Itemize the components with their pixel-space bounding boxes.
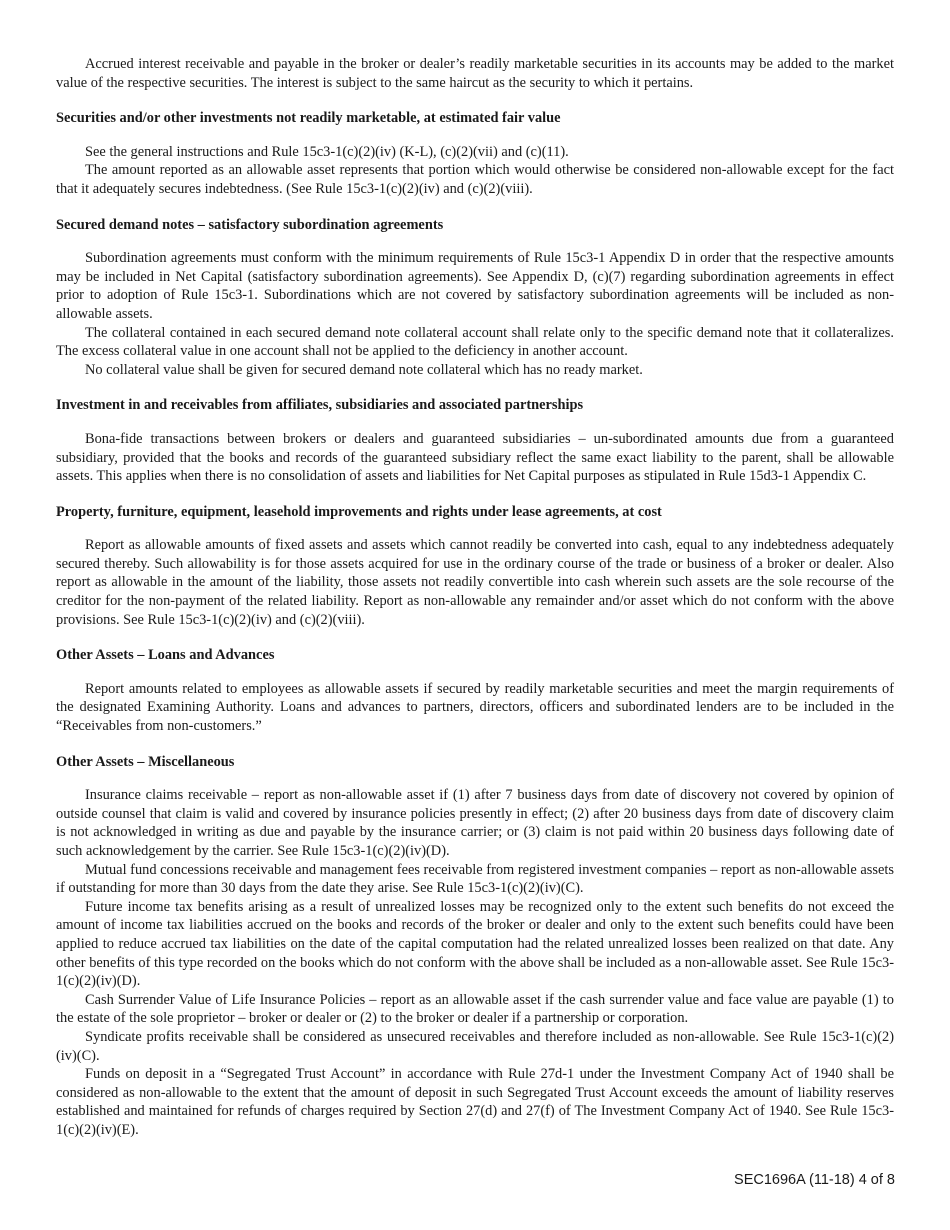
section	[56, 216, 894, 380]
paragraph: Accrued interest receivable and payable in the broker or dealer’s readily marketable securities in its accounts may be added to the market value of the respective securities. The interest is subject to the same haircut as the security to which it pertains.	[56, 56, 894, 91]
section	[56, 396, 894, 485]
section-heading: Secured demand notes – satisfactory subordination agreements	[56, 216, 444, 233]
section-heading: Investment in and receivables from affiliates, subsidiaries and associated partnerships	[56, 397, 584, 414]
paragraph: Mutual fund concessions receivable and management fees receivable from registered investment companies – report as non-allowable assets if outstanding for more than 30 days from the date they arise. See Rule 15c3-1(c)(2)(iv)(C).	[56, 861, 894, 897]
paragraph: Syndicate profits receivable shall be considered as unsecured receivables and therefore included as non-allowable. See Rule 15c3-1(c)(2)(iv)(C).	[56, 1028, 894, 1064]
section	[56, 109, 894, 198]
paragraph: Insurance claims receivable – report as non-allowable asset if (1) after 7 business days from date of discovery not covered by opinion of outside counsel that claim is valid and covered by insurance policies presently in effect; (2) after 20 business days from date of discovery claim is not acknowledged in writing as due and payable by the insurance carrier; or (3) claim is not paid within 20 business days following date of such acknowledgement by the carrier. See Rule 15c3-1(c)(2)(iv)(D).	[56, 787, 894, 859]
section-heading: Securities and/or other investments not readily marketable, at estimated fair value	[56, 110, 561, 127]
paragraph: Subordination agreements must conform with the minimum requirements of Rule 15c3-1 Appendix D in order that the respective amounts may be included in Net Capital (satisfactory subordination agreements). See Appendix D, (c)(7) regarding subordination agreements in effect prior to adoption of Rule 15c3-1. Subordinations which are not covered by satisfactory subordination agreements will be included as non-allowable assets.	[56, 250, 894, 322]
paragraph: Funds on deposit in a “Segregated Trust Account” in accordance with Rule 27d-1 under the Investment Company Act of 1940 shall be considered as non-allowable to the extent that the amount of deposit in such Segregated Trust Account exceeds the amount of liability reserves established and maintained for refunds of charges required by Section 27(d) and 27(f) of The Investment Company Act of 1940. See Rule 15c3-1(c)(2)(iv)(E).	[56, 1066, 894, 1138]
paragraph: Bona-fide transactions between brokers or dealers and guaranteed subsidiaries – un-subordinated amounts due from a guaranteed subsidiary, provided that the books and records of the guaranteed subsidiary reflect the same exact liability to the parent, shall be allowable assets. This applies when there is no consolidation of assets and liabilities for Net Capital purposes as stipulated in Rule 15d3-1 Appendix C.	[56, 430, 894, 485]
paragraph: Future income tax benefits arising as a result of unrealized losses may be recognized only to the extent such benefits do not exceed the amount of income tax liabilities accrued on the books and records of the broker or dealer and only to the extent such benefits could have been applied to reduce accrued tax liabilities on the date of the capital computation had the related unrealized losses been realized on that date. Any other benefits of this type recorded on the books which do not conform with the above shall be included as a non-allowable asset. See Rule 15c3-1(c)(2)(iv)(D).	[56, 898, 894, 990]
page-footer: SEC1696A (11-18) 4 of 8	[734, 1172, 895, 1188]
section-heading: Other Assets – Miscellaneous	[56, 753, 235, 770]
paragraph: Report amounts related to employees as allowable assets if secured by readily marketable securities and meet the margin requirements of the designated Examining Authority. Loans and advances to partners, directors, officers and subordinated lenders are to be included in the “Receivables from non-customers.”	[56, 680, 894, 735]
document-body	[56, 55, 894, 1140]
section	[56, 503, 894, 630]
section-heading: Property, furniture, equipment, leasehold improvements and rights under lease agreements, at cost	[56, 503, 662, 520]
paragraph: The collateral contained in each secured demand note collateral account shall relate only to the specific demand note that it collateralizes. The excess collateral value in one account shall not be applied to the deficiency in another account.	[56, 324, 894, 360]
paragraph: No collateral value shall be given for secured demand note collateral which has no ready market.	[85, 361, 643, 378]
section-heading: Other Assets – Loans and Advances	[56, 647, 275, 664]
paragraph: The amount reported as an allowable asset represents that portion which would otherwise be considered non-allowable except for the fact that it adequately secures indebtedness. (See Rule 15c3-1(c)(2)(iv) and (c)(2)(viii).	[56, 162, 894, 197]
section	[56, 646, 894, 735]
section	[56, 55, 894, 92]
paragraph: Cash Surrender Value of Life Insurance Policies – report as an allowable asset if the cash surrender value and face value are payable (1) to the estate of the sole proprietor – broker or dealer or (2) to the broker or dealer if a partnership or corporation.	[56, 991, 894, 1027]
paragraph: Report as allowable amounts of fixed assets and assets which cannot readily be converted into cash, equal to any indebtedness adequately secured thereby. Such allowability is for those assets acquired for use in the ordinary course of the trade or business of a broker or dealer. Also report as allowable in the amount of the liability, those assets not readily convertible into cash wherein such assets are the sole recourse of the creditor for the non-payment of the related liability. Report as non-allowable any remainder and/or asset which do not conform with the above provisions. See Rule 15c3-1(c)(2)(iv) and (c)(2)(viii).	[56, 537, 894, 628]
section	[56, 753, 894, 1140]
paragraph: See the general instructions and Rule 15c3-1(c)(2)(iv) (K-L), (c)(2)(vii) and (c)(11).	[85, 143, 569, 160]
